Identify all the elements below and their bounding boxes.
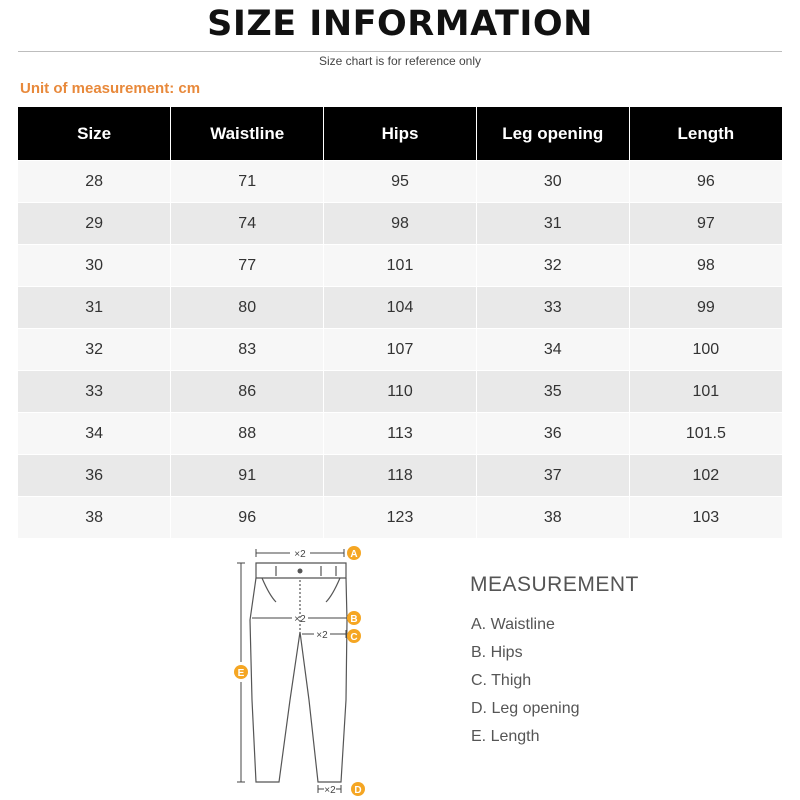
- cell-hips: 98: [324, 203, 477, 245]
- marker-e: [234, 665, 248, 679]
- table-row: [18, 203, 782, 245]
- cell-leg-opening: 30: [476, 161, 629, 203]
- table-row: [18, 497, 782, 539]
- pants-outline: [250, 563, 347, 782]
- cell-hips: 101: [324, 245, 477, 287]
- cell-size: 32: [18, 329, 171, 371]
- marker-a: [347, 546, 361, 560]
- waist-multiplier: ×2: [294, 549, 306, 560]
- cell-waistline: 74: [171, 203, 324, 245]
- column-header-size: Size: [18, 107, 171, 161]
- table-header-row: [18, 107, 782, 161]
- cell-size: 28: [18, 161, 171, 203]
- column-header-waistline: Waistline: [171, 107, 324, 161]
- page-title: SIZE INFORMATION: [207, 4, 593, 44]
- table-row: [18, 455, 782, 497]
- cell-size: 33: [18, 371, 171, 413]
- cell-hips: 113: [324, 413, 477, 455]
- cell-length: 103: [629, 497, 782, 539]
- cell-length: 100: [629, 329, 782, 371]
- cell-leg-opening: 36: [476, 413, 629, 455]
- subtitle: Size chart is for reference only: [318, 54, 482, 68]
- cell-length: 97: [629, 203, 782, 245]
- measurement-item-length: E. Length: [471, 728, 540, 745]
- cell-size: 30: [18, 245, 171, 287]
- cell-hips: 118: [324, 455, 477, 497]
- pants-diagram: [225, 540, 385, 800]
- measurement-list: [471, 614, 580, 754]
- cell-size: 31: [18, 287, 171, 329]
- cell-leg-opening: 38: [476, 497, 629, 539]
- marker-e-label: E: [237, 668, 245, 679]
- cell-hips: 95: [324, 161, 477, 203]
- measurement-title: MEASUREMENT: [470, 573, 639, 596]
- cell-size: 34: [18, 413, 171, 455]
- measurement-item-hips: B. Hips: [471, 644, 523, 661]
- marker-d-label: D: [354, 785, 362, 796]
- unit-label: Unit of measurement: cm: [20, 80, 201, 97]
- cell-length: 99: [629, 287, 782, 329]
- cell-hips: 107: [324, 329, 477, 371]
- cell-length: 101.5: [629, 413, 782, 455]
- marker-b: [347, 611, 361, 625]
- table-row: [18, 287, 782, 329]
- cell-size: 29: [18, 203, 171, 245]
- hips-multiplier: ×2: [294, 614, 306, 625]
- cell-waistline: 88: [171, 413, 324, 455]
- table-row: [18, 329, 782, 371]
- cell-leg-opening: 32: [476, 245, 629, 287]
- cell-leg-opening: 31: [476, 203, 629, 245]
- table-row: [18, 161, 782, 203]
- cell-waistline: 80: [171, 287, 324, 329]
- measurement-item-leg-opening: D. Leg opening: [471, 700, 580, 717]
- marker-b-label: B: [350, 614, 358, 625]
- cell-hips: 104: [324, 287, 477, 329]
- marker-c-label: C: [350, 632, 358, 643]
- cell-leg-opening: 35: [476, 371, 629, 413]
- marker-c: [347, 629, 361, 643]
- title-divider: [18, 51, 782, 52]
- table-body: [18, 161, 782, 539]
- cell-length: 102: [629, 455, 782, 497]
- marker-d: [351, 782, 365, 796]
- cell-hips: 110: [324, 371, 477, 413]
- cell-size: 36: [18, 455, 171, 497]
- cell-leg-opening: 34: [476, 329, 629, 371]
- cell-leg-opening: 37: [476, 455, 629, 497]
- cell-waistline: 86: [171, 371, 324, 413]
- marker-a-label: A: [350, 549, 358, 560]
- cell-hips: 123: [324, 497, 477, 539]
- cell-length: 101: [629, 371, 782, 413]
- thigh-multiplier: ×2: [316, 630, 328, 641]
- column-header-length: Length: [629, 107, 782, 161]
- column-header-leg-opening: Leg opening: [476, 107, 629, 161]
- cell-length: 98: [629, 245, 782, 287]
- table-row: [18, 413, 782, 455]
- measurement-item-waistline: A. Waistline: [471, 616, 555, 633]
- size-table: [18, 107, 782, 538]
- waist-button-icon: [298, 569, 303, 574]
- cell-size: 38: [18, 497, 171, 539]
- cell-waistline: 83: [171, 329, 324, 371]
- table-row: [18, 371, 782, 413]
- cell-waistline: 71: [171, 161, 324, 203]
- leg-multiplier: ×2: [324, 785, 336, 796]
- cell-length: 96: [629, 161, 782, 203]
- cell-waistline: 96: [171, 497, 324, 539]
- table-row: [18, 245, 782, 287]
- cell-waistline: 91: [171, 455, 324, 497]
- cell-leg-opening: 33: [476, 287, 629, 329]
- cell-waistline: 77: [171, 245, 324, 287]
- measurement-item-thigh: C. Thigh: [471, 672, 532, 689]
- column-header-hips: Hips: [324, 107, 477, 161]
